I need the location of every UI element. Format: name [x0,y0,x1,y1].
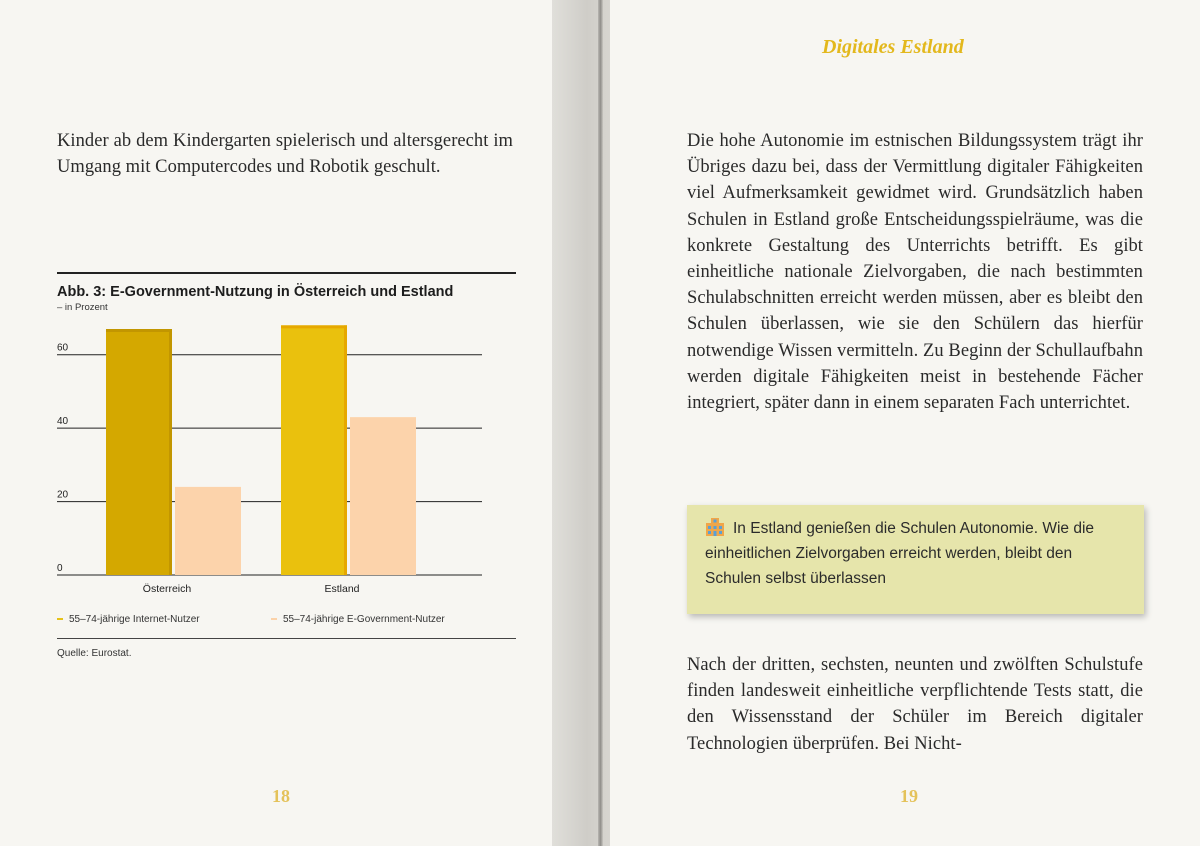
right-page-paragraph-1: Die hohe Autonomie im estnischen Bildungssystem trägt ihr Übriges dazu bei, dass der Vermittlung digitaler Fähigkeiten viel Aufmerksamkeit gewidmet wird. Grundsätzlich haben Schulen in Estland große Entscheidungsspielräume, was die konkrete Gestaltung des Unterrichts betrifft. Es gibt einheitliche nationale Zielvorgaben, die nach bestimmten Schulabschnitten erreicht werden müssen, aber es bleibt den Schulen überlassen, wie sie den Schülern das hierfür notwendige Wissen vermitteln. Zu Beginn der Schullaufbahn werden digitale Fähigkeiten meist in bestehende Fächer integriert, später dann in einem separaten Fach unterrichtet. [687,131,1143,414]
bar-internet-users-1 [281,325,347,575]
bar-right-edge [344,325,347,575]
bar-top-edge [281,325,347,328]
bar-internet-users-0 [106,329,172,575]
bar-chart [57,308,516,608]
legend-label: 55–74-jährige Internet-Nutzer [69,614,200,625]
figure-title: Abb. 3: E-Government-Nutzung in Österreich und Estland [57,284,454,300]
y-tick-label: 20 [57,489,69,501]
left-page-paragraph: Kinder ab dem Kindergarten spielerisch und altersgerecht im Umgang mit Computercodes und Robotik geschult. [57,131,513,178]
legend-item-internet-users [57,614,200,625]
chart-legend [57,614,516,630]
bar-egov-users-1 [350,417,416,575]
bar-top-edge [106,329,172,332]
callout-text: In Estland genießen die Schulen Autonomie. Wie die einheitlichen Zielvorgaben erreicht werden, bleibt den Schulen selbst überlassen [705,520,1095,587]
x-tick-label: Österreich [142,583,192,595]
legend-swatch-egov [271,618,277,620]
bar-right-edge [169,329,172,575]
page-number-left: 18 [272,786,290,806]
legend-item-egov-users [271,614,445,625]
figure-top-rule [57,272,516,274]
page-number-right: 19 [900,786,918,806]
y-tick-label: 60 [57,342,69,354]
legend-label: 55–74-jährige E-Government-Nutzer [283,614,445,625]
book-spine-line [598,0,603,846]
figure-source: Quelle: Eurostat. [57,648,132,659]
y-tick-label: 0 [57,563,63,574]
legend-swatch-internet [57,618,63,620]
figure-subtitle: – in Prozent [57,302,108,313]
figure-bottom-rule [57,638,516,639]
x-tick-label: Estland [324,583,360,595]
left-page [0,0,552,846]
right-page-paragraph-2: Nach der dritten, sechsten, neunten und zwölften Schulstufe finden landesweit einheitliche verpflichtende Tests statt, die den Wissensstand der Schüler im Bereich digitaler Technologien überprüfen. Bei Nicht- [687,655,1143,754]
y-tick-label: 40 [57,416,69,428]
callout-box [687,505,1144,614]
running-head: Digitales Estland [822,36,964,58]
figure-chart [57,272,516,672]
bar-egov-users-0 [175,487,241,575]
